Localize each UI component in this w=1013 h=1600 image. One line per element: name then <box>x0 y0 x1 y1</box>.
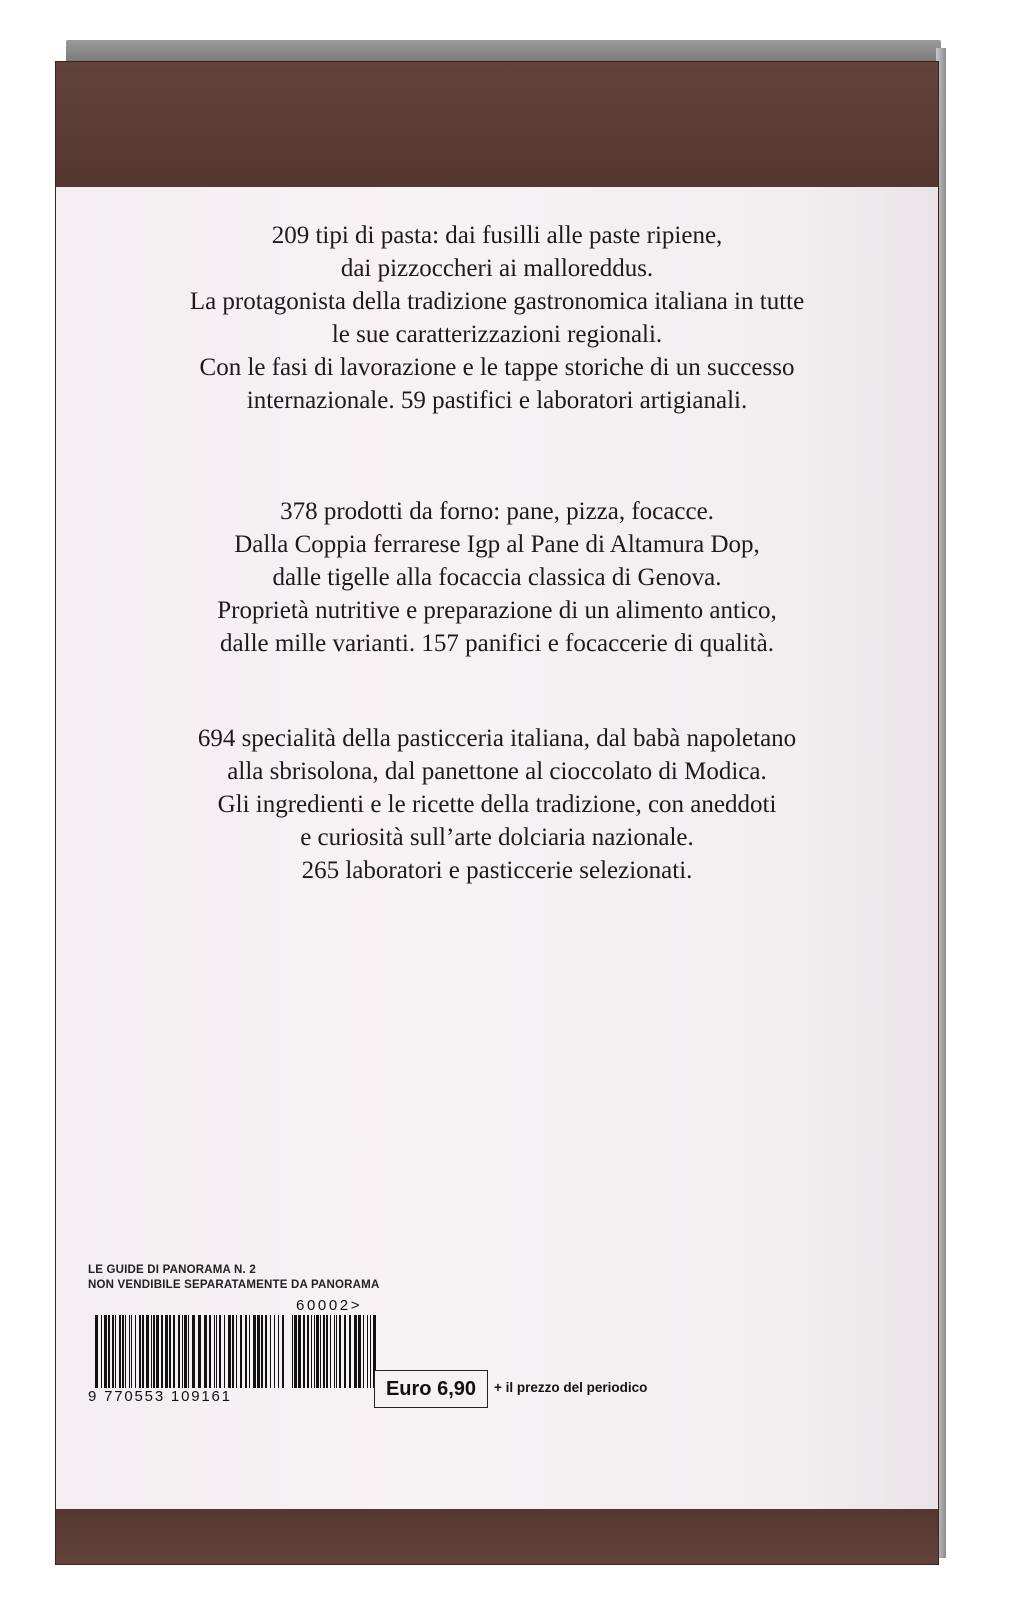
barcode-bar <box>182 1315 183 1388</box>
barcode-bar <box>253 1315 256 1388</box>
barcode <box>86 1297 378 1405</box>
barcode-bar <box>131 1315 132 1388</box>
barcode-bar <box>115 1315 116 1388</box>
blurb-line: 265 laboratori e pasticcerie selezionati. <box>301 857 693 884</box>
blurb-line: 378 prodotti da forno: pane, pizza, focacce. <box>280 498 714 525</box>
barcode-bar <box>209 1315 211 1388</box>
barcode-bar <box>240 1315 242 1388</box>
price-suffix: + il prezzo del periodico <box>494 1380 648 1395</box>
blurb-line: 209 tipi di pasta: dai fusilli alle paste ripiene, <box>271 222 723 249</box>
barcode-bar <box>122 1315 124 1388</box>
barcode-bar <box>224 1315 225 1388</box>
blurb-line: dalle mille varianti. 157 panifici e focaccerie di qualità. <box>220 630 774 657</box>
barcode-bar <box>311 1315 312 1388</box>
barcode-bar <box>232 1315 234 1388</box>
cover <box>56 62 938 1564</box>
blurb-line: La protagonista della tradizione gastronomica italiana in tutte <box>189 288 805 315</box>
barcode-bar <box>101 1315 102 1388</box>
barcode-bar <box>119 1315 121 1388</box>
barcode-bars <box>94 1315 289 1388</box>
barcode-bar <box>270 1315 271 1388</box>
blurb-pasta <box>56 219 938 417</box>
barcode-bar <box>108 1315 110 1388</box>
barcode-bar <box>188 1315 189 1388</box>
barcode-bar <box>184 1315 187 1388</box>
barcode-bar <box>125 1315 126 1388</box>
series-title: LE GUIDE DI PANORAMA N. 2 <box>88 1264 256 1276</box>
barcode-bar <box>265 1315 267 1388</box>
barcode-bar <box>204 1315 207 1388</box>
barcode-bar <box>142 1315 144 1388</box>
blurb-line: internazionale. 59 pastifici e laboratori artigianali. <box>246 387 748 414</box>
barcode-bar <box>219 1315 221 1388</box>
barcode-bar <box>336 1315 337 1388</box>
barcode-bar <box>257 1315 260 1388</box>
barcode-bar <box>303 1315 305 1388</box>
barcode-bar <box>161 1315 163 1388</box>
blurb-line: Gli ingredienti e le ricette della tradizione, con aneddoti <box>217 791 777 818</box>
barcode-bar <box>129 1315 130 1388</box>
blurb-line: e curiosità sull’arte dolciaria nazionale. <box>300 824 694 851</box>
barcode-bar <box>135 1315 136 1388</box>
barcode-bar <box>370 1315 371 1388</box>
barcode-bar <box>339 1315 341 1388</box>
barcode-bar <box>146 1315 149 1388</box>
barcode-bar <box>292 1315 293 1388</box>
barcode-bar <box>334 1315 335 1388</box>
barcode-bar <box>363 1315 364 1388</box>
barcode-bar <box>261 1315 263 1388</box>
barcode-bar <box>282 1315 284 1388</box>
barcode-bar <box>298 1315 301 1388</box>
barcode-bar <box>358 1315 361 1388</box>
barcode-bar <box>228 1315 231 1388</box>
barcode-bar <box>249 1315 250 1388</box>
barcode-bar <box>236 1315 237 1388</box>
blurb-line: Con le fasi di lavorazione e le tappe storiche di un successo <box>199 354 795 381</box>
cover-band-top <box>56 62 938 187</box>
barcode-bar <box>178 1315 180 1388</box>
barcode-addon-number: 60002> <box>296 1297 363 1314</box>
barcode-bar <box>169 1315 171 1388</box>
barcode-bar <box>307 1315 309 1388</box>
barcode-addon-bars <box>291 1315 376 1388</box>
barcode-bar <box>95 1315 98 1388</box>
blurb-forno <box>56 495 938 660</box>
barcode-bar <box>216 1315 217 1388</box>
barcode-bar <box>139 1315 141 1388</box>
blurb-line: alla sbrisolona, dal panettone al cioccolato di Modica. <box>227 758 767 785</box>
cover-band-bottom <box>56 1509 938 1564</box>
series-notice: NON VENDIBILE SEPARATAMENTE DA PANORAMA <box>88 1279 380 1291</box>
barcode-bar <box>326 1315 328 1388</box>
barcode-bar <box>156 1315 159 1388</box>
price-box: Euro 6,90 <box>374 1370 488 1408</box>
barcode-bar <box>173 1315 175 1388</box>
barcode-bar <box>192 1315 195 1388</box>
barcode-bar <box>151 1315 152 1388</box>
barcode-bar <box>165 1315 168 1388</box>
barcode-bar <box>330 1315 331 1388</box>
blurb-line: dalle tigelle alla focaccia classica di Genova. <box>272 564 722 591</box>
barcode-bar <box>274 1315 275 1388</box>
barcode-bar <box>349 1315 351 1388</box>
blurb-line: le sue caratterizzazioni regionali. <box>331 321 663 348</box>
book-back-cover <box>56 40 946 1565</box>
barcode-bar <box>320 1315 321 1388</box>
barcode-bar <box>294 1315 297 1388</box>
blurb-line: 694 specialità della pasticceria italiana, dal babà napoletano <box>197 725 797 752</box>
blurb-line: dai pizzoccheri ai malloreddus. <box>340 255 654 282</box>
barcode-bar <box>112 1315 114 1388</box>
barcode-bar <box>344 1315 346 1388</box>
barcode-bar <box>323 1315 325 1388</box>
barcode-bar <box>198 1315 201 1388</box>
barcode-bar <box>314 1315 315 1388</box>
barcode-bar <box>354 1315 357 1388</box>
barcode-bar <box>104 1315 107 1388</box>
barcode-bar <box>153 1315 155 1388</box>
blurb-line: Proprietà nutritive e preparazione di un alimento antico, <box>217 597 777 624</box>
barcode-bar <box>245 1315 247 1388</box>
barcode-number: 9 770553 109161 <box>88 1388 232 1405</box>
blurb-line: Dalla Coppia ferrarese Igp al Pane di Altamura Dop, <box>234 531 760 558</box>
barcode-bar <box>214 1315 215 1388</box>
barcode-bar <box>367 1315 368 1388</box>
barcode-bar <box>278 1315 279 1388</box>
blurb-pasticceria <box>56 722 938 887</box>
barcode-bar <box>316 1315 319 1388</box>
